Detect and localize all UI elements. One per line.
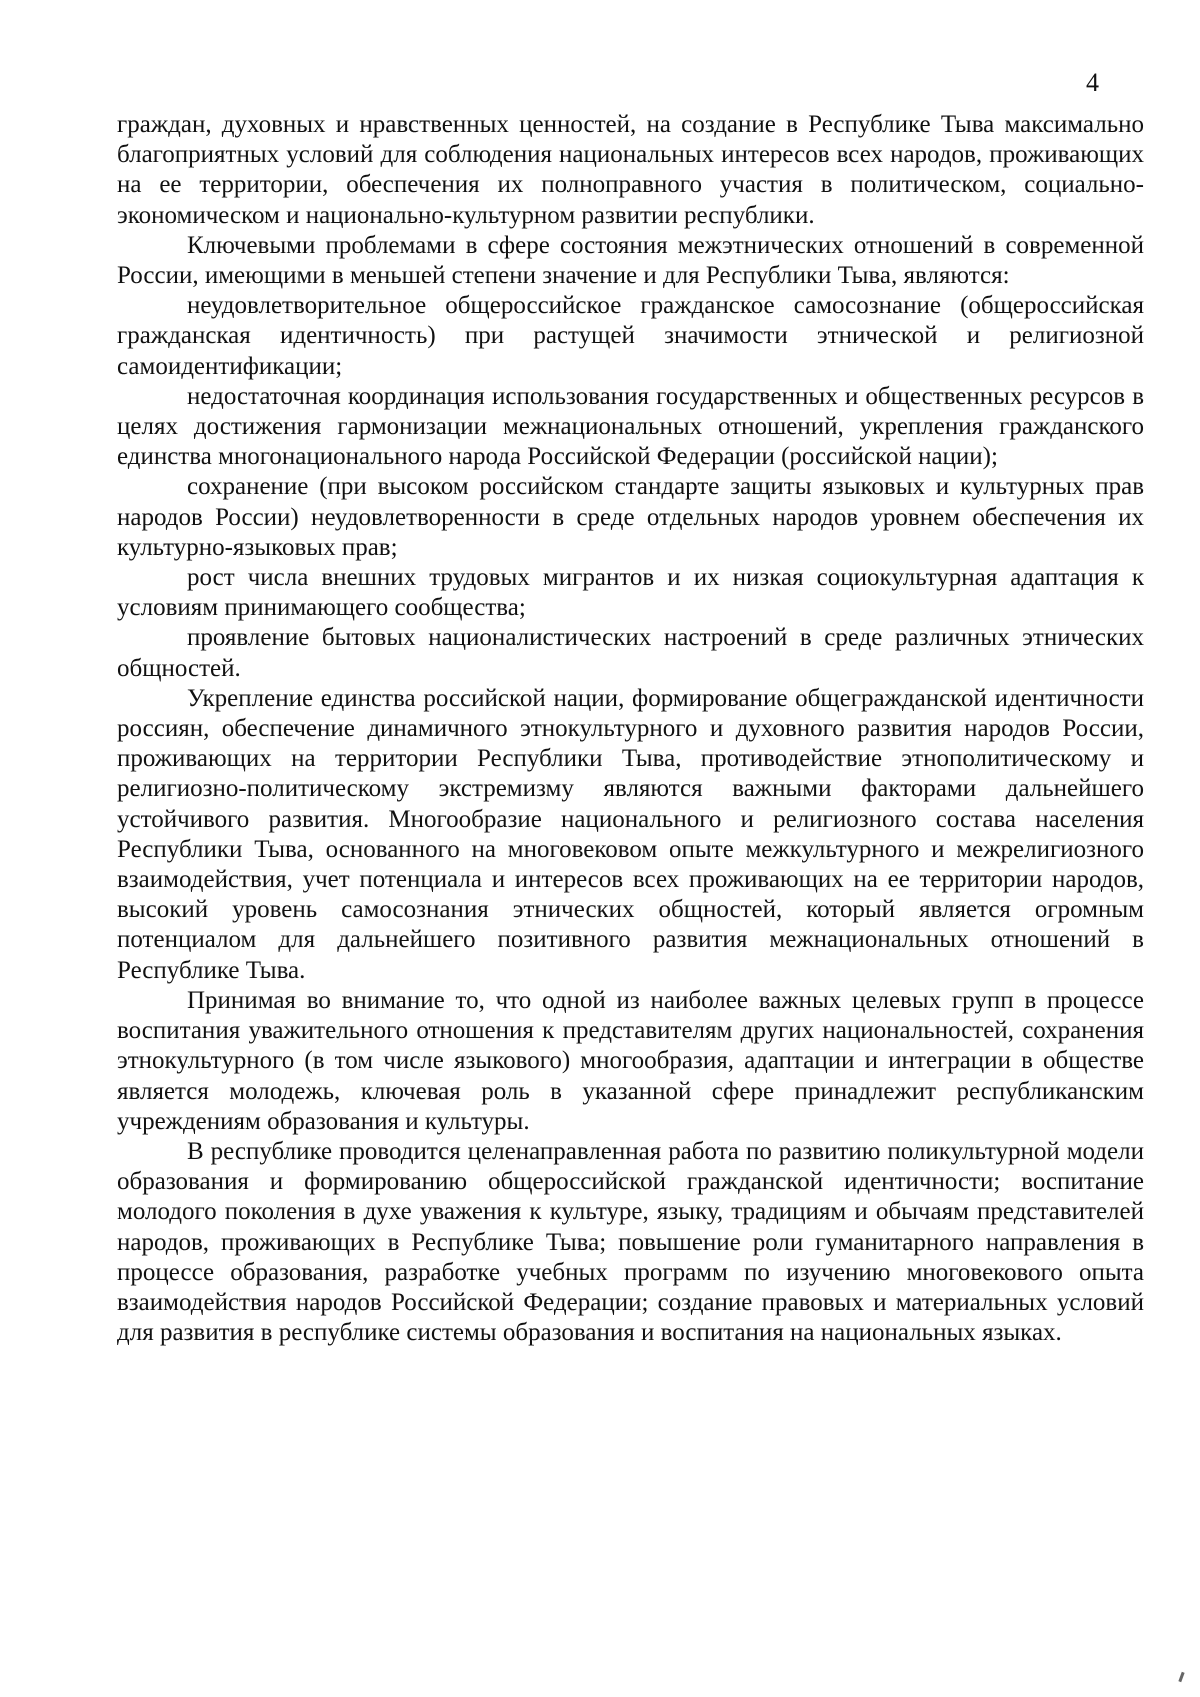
paragraph-youth: Принимая во внимание то, что одной из наиболее важных целевых групп в процессе воспитания уважительного отношения к представителям других национальностей, сохранения этнокультурного (в том числе языкового) многообразия, адаптации и интеграции в обществе является молодежь, ключевая роль в указанной сфере принадлежит республиканским учреждениям образования и культуры.	[117, 986, 1144, 1135]
paragraph-problem-identity: неудовлетворительное общероссийское гражданское самосознание (общероссийская гражданская идентичность) при растущей значимости этнической и религиозной самоидентификации;	[117, 292, 1144, 380]
paragraph-problem-coordination: недостаточная координация использования государственных и общественных ресурсов в целях достижения гармонизации межнациональных отношений, укрепления гражданского единства многонационального народа Российской Федерации (российской нации);	[117, 382, 1144, 471]
document-body	[117, 110, 1144, 1348]
scan-mark	[1178, 1672, 1184, 1682]
paragraph-problem-nationalism: проявление бытовых националистических настроений в среде различных этнических общностей.	[117, 624, 1144, 682]
paragraph-problem-language-rights: сохранение (при высоком российском стандарте защиты языковых и культурных прав народов России) неудовлетворенности в среде отдельных народов уровнем обеспечения их культурно-языковых прав;	[117, 473, 1144, 561]
paragraph-problem-migrants: рост числа внешних трудовых мигрантов и их низкая социокультурная адаптация к условиям принимающего сообщества;	[117, 564, 1144, 622]
paragraph-unity: Укрепление единства российской нации, формирование общегражданской идентичности россиян, обеспечение динамичного этнокультурного и духовного развития народов России, проживающих на территории Республики Тыва, противодействие этнополитическому и религиозно-политическому экстремизму являются важными факторами дальнейшего устойчивого развития. Многообразие национального и религиозного состава населения Республики Тыва, основанного на многовековом опыте межкультурного и межрелигиозного взаимодействия, учет потенциала и интересов всех проживающих на ее территории народов, высокий уровень самосознания этнических общностей, который является огромным потенциалом для дальнейшего позитивного развития межнациональных отношений в Республике Тыва.	[117, 684, 1144, 984]
paragraph-education: В республике проводится целенаправленная работа по развитию поликультурной модели образования и формированию общероссийской гражданской идентичности; воспитание молодого поколения в духе уважения к культуре, языку, традициям и обычаям представителей народов, проживающих в Республике Тыва; повышение роли гуманитарного направления в процессе образования, разработке учебных программ по изучению многовекового опыта взаимодействия народов Российской Федерации; создание правовых и материальных условий для развития в республике системы образования и воспитания на национальных языках.	[117, 1137, 1144, 1347]
paragraph-continuation: граждан, духовных и нравственных ценностей, на создание в Республике Тыва максимально благоприятных условий для соблюдения национальных интересов всех народов, проживающих на ее территории, обеспечения их полноправного участия в политическом, социально-экономическом и национально-культурном развитии республики.	[117, 111, 1144, 229]
paragraph-key-problems-intro: Ключевыми проблемами в сфере состояния межэтнических отношений в современной России, имеющими в меньшей степени значение и для Республики Тыва, являются:	[117, 231, 1144, 290]
page-number: 4	[1086, 68, 1099, 97]
